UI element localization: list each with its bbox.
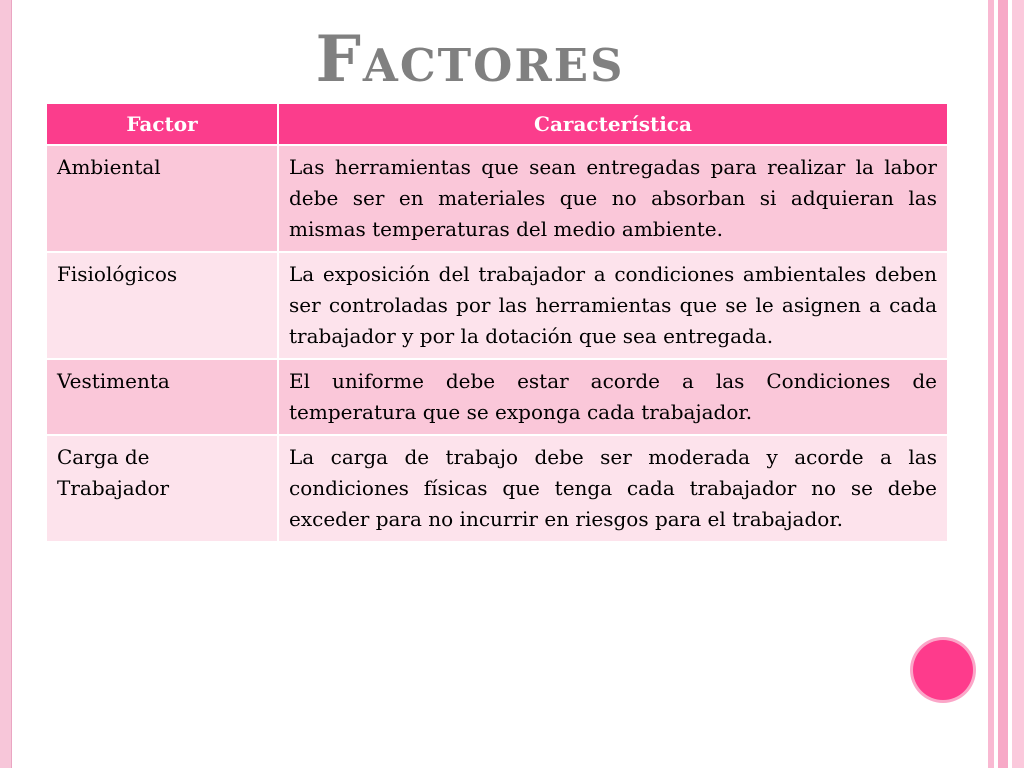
slide-title: Factores: [315, 22, 625, 97]
table-row: [46, 435, 948, 542]
factor-cell: Vestimenta: [46, 359, 278, 435]
table-header-row: [46, 103, 948, 145]
caracteristica-cell: Las herramientas que sean entregadas para realizar la labor debe ser en materiales que no absorban si adquieran las mismas temperaturas del medio ambiente.: [278, 145, 948, 252]
table-row: [46, 145, 948, 252]
factor-cell: Carga de Trabajador: [46, 435, 278, 542]
caracteristica-cell: La carga de trabajo debe ser moderada y acorde a las condiciones físicas que tenga cada trabajador no se debe exceder para no incurrir en riesgos para el trabajador.: [278, 435, 948, 542]
header-caracteristica: Característica: [278, 103, 948, 145]
header-factor: Factor: [46, 103, 278, 145]
caracteristica-cell: La exposición del trabajador a condiciones ambientales deben ser controladas por las herramientas que se le asignen a cada trabajador y por la dotación que sea entregada.: [278, 252, 948, 359]
factor-cell: Ambiental: [46, 145, 278, 252]
table-row: [46, 252, 948, 359]
factores-table: [45, 102, 949, 543]
right-frame-border: [980, 0, 1024, 768]
decorative-circle: [913, 640, 973, 700]
left-frame-border: [0, 0, 12, 768]
table-row: [46, 359, 948, 435]
factor-cell: Fisiológicos: [46, 252, 278, 359]
caracteristica-cell: El uniforme debe estar acorde a las Condiciones de temperatura que se exponga cada trabajador.: [278, 359, 948, 435]
